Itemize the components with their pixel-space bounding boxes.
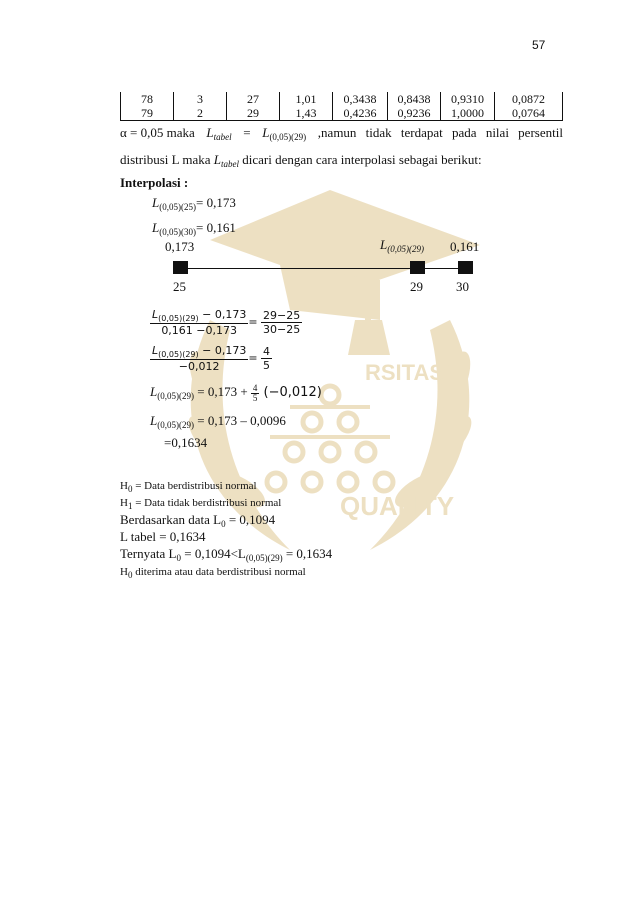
l30-value: $L_{(0,05)(30)}= 0,161$ xyxy=(152,220,236,237)
hypothesis-h1: $H_1$ = Data tidak berdistribusi normal xyxy=(120,497,282,511)
table-cell: 0,4236 xyxy=(333,106,388,121)
l-symbol: L xyxy=(213,152,221,167)
equation-3: $L_{(0,05)(29)} = 0,173$ + $\frac{4}{5}$ (−0,012) xyxy=(150,382,322,403)
diagram-mid-bottom-label: 29 xyxy=(410,279,423,294)
table-cell: 1,01 xyxy=(280,92,333,106)
eq2-right-fraction: $\frac{4}{5}$ xyxy=(263,345,271,372)
diagram-point-29 xyxy=(410,261,425,274)
diagram-right-top-label: 0,161 xyxy=(450,239,480,254)
distribution-table xyxy=(120,92,563,121)
tabel-sub: tabel xyxy=(221,159,239,169)
diagram-point-25 xyxy=(173,261,188,274)
table-row xyxy=(121,106,563,121)
equation-5: =0,1634 xyxy=(164,435,208,450)
equation-2 xyxy=(150,344,272,373)
para1-rest: ,namun tidak terdapat pada nilai persentil xyxy=(317,125,563,140)
ternyata-line: Ternyata $L_0 = 0,1094<L_{(0,05)(29)} = 0,1634$ xyxy=(120,546,333,563)
cap-top-shape xyxy=(210,190,480,290)
diagram-line-left xyxy=(188,268,410,269)
l-0529: $L_{(0,05)(29)}$ xyxy=(262,125,307,142)
eq2-left-fraction: $\frac{L_{(0,05)(29)} - 0,173}{-0,012}$ xyxy=(152,344,247,373)
table-cell: 0,9310 xyxy=(441,92,495,106)
table-cell: 27 xyxy=(227,92,280,106)
para2-start: distribusi L maka xyxy=(120,152,214,167)
equation-4: $L_{(0,05)(29)} = 0,173 - 0,0096$ xyxy=(150,413,286,430)
l25-value: $L_{(0,05)(25)}= 0,173$ xyxy=(152,195,236,212)
eq1-left-fraction: $\frac{L_{(0,05)(29)} - 0,173}{0,161 -0,173}$ xyxy=(152,308,247,337)
paragraph-line-1 xyxy=(120,124,563,146)
watermark-text-top: RSITAS xyxy=(365,360,445,385)
tassel xyxy=(348,320,390,355)
table-row xyxy=(121,92,563,106)
table-cell: 2 xyxy=(174,106,227,121)
page-number: 57 xyxy=(532,38,546,52)
table-cell: 79 xyxy=(121,106,174,121)
table-cell: 1,0000 xyxy=(441,106,495,121)
table-cell: 1,43 xyxy=(280,106,333,121)
diagram-left-top-label: 0,173 xyxy=(165,239,195,254)
table-cell: 0,9236 xyxy=(388,106,441,121)
para2-rest: dicari dengan cara interpolasi sebagai berikut: xyxy=(239,152,482,167)
laurel-right xyxy=(370,320,469,550)
table-cell: 0,3438 xyxy=(333,92,388,106)
hypothesis-h0: $H_0$ = Data berdistribusi normal xyxy=(120,480,257,494)
diagram-mid-top-label: $L_{(0,05)(29)}$ xyxy=(380,237,424,254)
diagram-right-bottom-label: 30 xyxy=(456,279,469,294)
conclusion-line: $H_0$ diterima atau data berdistribusi normal xyxy=(120,566,306,580)
interpolation-heading: Interpolasi : xyxy=(120,175,189,190)
table-cell: 0,0872 xyxy=(495,92,563,106)
diagram-left-bottom-label: 25 xyxy=(173,279,186,294)
table-cell: 3 xyxy=(174,92,227,106)
l-tabel: $L_{tabel}$ xyxy=(206,125,232,142)
table-cell: 0,0764 xyxy=(495,106,563,121)
table-cell: 0,8438 xyxy=(388,92,441,106)
eq2-equals: = xyxy=(248,351,258,365)
based-on-data-line: Berdasarkan data $L_0 = 0,1094$ xyxy=(120,512,276,529)
alpha-text: α = 0,05 maka xyxy=(120,125,195,140)
diagram-point-30 xyxy=(458,261,473,274)
l-tabel-line: L tabel = 0,1634 xyxy=(120,529,206,544)
equation-1 xyxy=(150,308,302,337)
paragraph-line-2 xyxy=(120,151,482,173)
table-cell: 78 xyxy=(121,92,174,106)
diagram-line-right xyxy=(425,268,458,269)
eq1-right-fraction: $\frac{29-25}{30-25}$ xyxy=(263,309,301,336)
eq1-equals: = xyxy=(248,315,258,329)
equals: = xyxy=(243,125,251,140)
eq3-fraction: $\frac{4}{5}$ xyxy=(252,382,258,403)
tassel-cord xyxy=(365,245,371,325)
watermark-text-bottom: QUALITY xyxy=(340,491,455,521)
table-cell: 29 xyxy=(227,106,280,121)
